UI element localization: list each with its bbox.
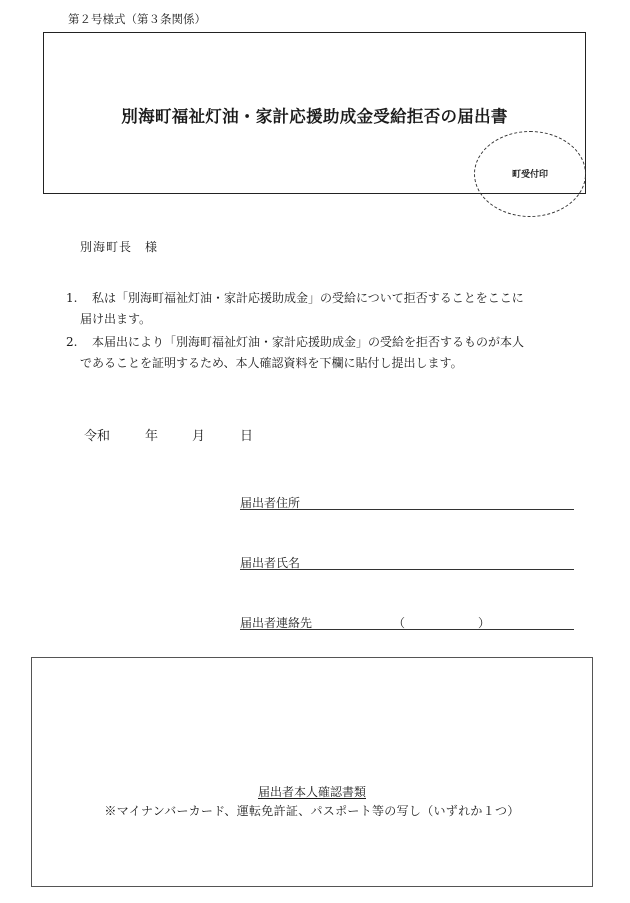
reception-stamp-area (474, 131, 586, 217)
id-section-title: 届出者本人確認書類 (257, 785, 366, 799)
stamp-label: 町受付印 (511, 170, 548, 180)
date-month-label: 月 (192, 429, 206, 444)
contact-field-line[interactable] (240, 629, 574, 630)
statement-1-line-1: 私は「別海町福祉灯油・家計応援助成金」の受給について拒否することをここに (92, 291, 524, 305)
form-number: 第２号様式（第３条関係） (68, 12, 206, 26)
address-label: 届出者住所 (240, 496, 301, 510)
statement-1-line-2: 届け出ます。 (80, 312, 152, 326)
date-era: 令和 (84, 429, 111, 444)
name-field-line[interactable] (240, 569, 574, 570)
contact-paren-open: （ (393, 616, 406, 630)
statement-2-number: 2. (66, 335, 78, 349)
id-section-note: ※マイナンバーカード、運転免許証、パスポート等の写し（いずれか１つ） (104, 804, 520, 818)
title-box (43, 32, 586, 194)
id-section-title-row (32, 783, 592, 800)
date-day-label: 日 (240, 429, 254, 444)
document-title: 別海町福祉灯油・家計応援助成金受給拒否の届出書 (121, 107, 508, 126)
contact-label: 届出者連絡先 (240, 616, 313, 630)
contact-paren-close: ） (478, 616, 491, 630)
name-label: 届出者氏名 (240, 556, 301, 570)
addressee: 別海町長 様 (80, 240, 159, 254)
statement-2-line-2: であることを証明するため、本人確認資料を下欄に貼付し提出します。 (80, 356, 463, 370)
date-year-label: 年 (145, 429, 159, 444)
statement-2-line-1: 本届出により「別海町福祉灯油・家計応援助成金」の受給を拒否するものが本人 (92, 335, 525, 349)
address-field-line[interactable] (240, 509, 574, 510)
id-document-attachment-box (31, 657, 593, 887)
statement-1-number: 1. (66, 291, 78, 305)
